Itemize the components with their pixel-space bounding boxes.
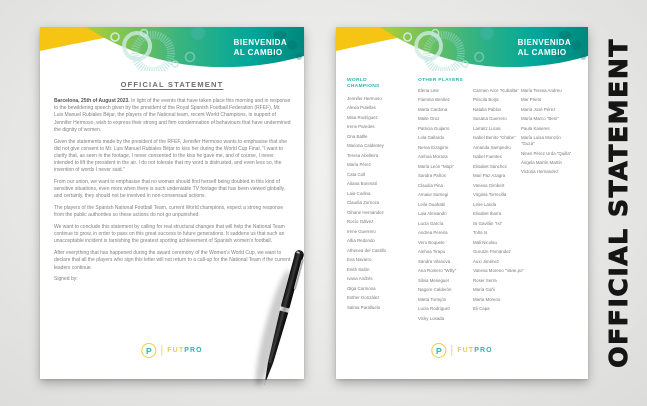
other-players-header: OTHER PLAYERS	[418, 78, 464, 83]
player-name: Auxi Jiménez	[473, 258, 500, 264]
paragraph-3: From our union, we want to emphasise that no woman should find herself being doubted in this kind of sensitive situations, even more when there is such undeniable TV footage that has been viewed globally, and certainly, they should not be involved in non-consensual actions.	[54, 179, 286, 200]
player-name: María León "Mapi"	[418, 163, 455, 169]
player-name: Teresa Abelleira	[347, 152, 379, 158]
player-name: Irene Guerrero	[347, 228, 376, 234]
player-name: Mari Paz Azagra	[473, 173, 506, 179]
bienvenida-badge	[234, 38, 287, 58]
player-name: Ángela Martín Martín	[521, 159, 562, 165]
player-name: Amanda Sampedro	[473, 144, 511, 150]
world-champions-list	[347, 96, 413, 314]
player-name: Vero Boquete	[418, 239, 445, 245]
player-name: Patricia Guijarro	[418, 125, 450, 131]
player-name: Nerea Eizagirre	[418, 144, 449, 150]
player-name: Vanesa Moreno "Vane.po"	[473, 268, 525, 274]
player-name: María Pérez	[347, 162, 371, 168]
player-name: Natalia Pablos	[473, 106, 502, 112]
futpro-logo	[431, 343, 492, 358]
futpro-wordmark: FUTPRO	[457, 347, 493, 354]
player-name: Priscila Borja	[473, 97, 499, 103]
player-name: Paula Kaseres	[521, 125, 550, 131]
player-name: Olga Carmona	[347, 285, 376, 291]
player-name: Salma Paralluelo	[347, 304, 381, 310]
player-name: Sandra Paños	[418, 173, 446, 179]
player-name: Silvia Meseguer	[418, 277, 450, 283]
badge-line2: AL CAMBIO	[517, 48, 567, 57]
other-players-list-2	[473, 88, 525, 316]
futpro-monogram-icon: P	[141, 343, 156, 358]
player-name: Marta Torrejón	[418, 296, 447, 302]
badge-line1: BIENVENIDA	[233, 38, 287, 47]
paragraph-6: After everything that has happened during the award ceremony of the Women's World Cup, we want to declare that all the players who sign this letter will not return to a call-up for the National Team if the current leaders continue.	[54, 250, 291, 271]
player-name: Claudia Zornoza	[347, 200, 380, 206]
player-name: Ana Romero "Willy"	[418, 268, 457, 274]
other-players-list-3	[521, 88, 575, 179]
player-name: Eli Capa	[473, 306, 490, 312]
badge-line2: AL CAMBIO	[233, 48, 283, 57]
player-name: Alexia Putellas	[347, 105, 376, 111]
player-name: Andrea Pereira	[418, 230, 448, 236]
player-name: Susana Guerrero	[473, 116, 507, 122]
page-header-wave	[336, 27, 588, 71]
player-name: Claudia Pina	[418, 182, 443, 188]
player-name: Fiamma Benítez	[418, 97, 450, 103]
bienvenida-badge	[518, 38, 571, 58]
vertical-official-statement-label: OFFICIAL STATEMENT	[604, 38, 633, 368]
player-name: Isi Gavilán "Isi"	[473, 220, 503, 226]
player-name: Nagore Calderón	[418, 287, 452, 293]
dateline: Barcelona, 25th of August 2023.	[54, 98, 130, 104]
signatures-page	[336, 27, 588, 379]
player-name: María José Pérez	[521, 106, 556, 112]
player-name: Athenea del Castillo	[347, 247, 387, 253]
player-name: Victoria Hernandez	[521, 169, 559, 175]
player-name: María Teresa Andreu	[521, 88, 562, 93]
player-name: Mali Nicolau	[473, 239, 497, 245]
player-name: Eva Navarro	[347, 257, 372, 263]
player-name: Leila Ouahabi	[418, 201, 446, 207]
player-name: Amaiur Sarriegi	[418, 192, 449, 198]
player-name: Marta Moreno	[473, 296, 501, 302]
player-name: Ona Batlle	[347, 133, 368, 139]
futpro-logo	[141, 343, 202, 358]
player-name: Jennifer Hermoso	[347, 96, 382, 101]
logo-divider	[161, 345, 162, 356]
player-name: Alba Redondo	[347, 238, 375, 244]
player-name: Cata Coll	[347, 171, 366, 177]
player-name: Lucía García	[418, 220, 444, 226]
player-name: María Luisa Monzón "Guza"	[521, 135, 561, 147]
player-name: Enith Salón	[347, 266, 370, 272]
player-name: Carmen Arce "Kubalita"	[473, 88, 519, 93]
player-name: Gurutze Fernandez	[473, 249, 511, 255]
paragraph-2: Given the statements made by the president of the RFEF, Jennifer Hermoso wants to emphasise that she did not give consent to Mr. Luis Manuel Rubiales Béjar to kiss her during the World Cup Final. "I want to clarify that, as seen in the footage, I never consented to the kiss he gave me, and of course, I never intended to lift the president in the air. I do not tolerate that my word is distrusted, and even less so, the invention of words I never said."	[54, 138, 287, 174]
player-name: Aitana Bonmatí	[347, 181, 378, 187]
player-name: Laia Aleixandri	[418, 211, 447, 217]
futpro-wordmark: FUTPRO	[167, 347, 203, 354]
player-name: Roser Serra	[473, 277, 497, 283]
paragraph-1: Barcelona, 25th of August 2023. In light of the events that have taken place this morning and in response to the bewildering speech given by the president of the Royal Spanish Football Federation (RFEF), Mr. Luis Manuel Rubiales Béjar, the players of the National team, recent World Champions, in support of Jennifer Hermoso, wish to express their strong and firm condemnation of behaviours that have undermined the dignity of women.	[54, 98, 291, 133]
player-name: Lola Gallardo	[418, 135, 445, 141]
logo-divider	[451, 345, 452, 356]
player-name: Isabel Benito "Chabe"	[473, 135, 516, 141]
player-name: Laia Codina	[347, 190, 371, 196]
player-name: Maite Oroz	[418, 116, 440, 122]
player-name: Esther González	[347, 295, 380, 301]
paragraph-4: The players of the Spanish National Football Team, current World champions, expect a strong response from the public authorities so these actions do not go unpunished.	[54, 205, 284, 219]
player-name: Sandra Vilanova	[418, 258, 451, 264]
player-name: Virginia Torrecilla	[473, 192, 507, 198]
player-name: Elixabet Ibarra	[473, 211, 502, 217]
player-name: Toña Is	[473, 230, 488, 236]
player-name: Larraitz Lucas	[473, 125, 501, 131]
world-champions-header: WORLD CHAMPIONS	[347, 78, 380, 90]
page-header-wave	[40, 27, 304, 71]
other-players-list-1	[418, 88, 470, 325]
signed-by-label: Signed by:	[54, 276, 78, 283]
player-name: Irene Paredes	[347, 124, 375, 130]
player-name: Vanesa Gimbert	[473, 182, 505, 188]
player-name: Ainhoa Tirapu	[418, 249, 446, 255]
paragraph-5: We want to conclude this statement by calling for real structural changes that will help the National Team continue to grow, in order to pass on this great success to future generations. It saddens us that such an unacceptable incident is tarnishing the greatest sporting achievement of Spanish women's football.	[54, 224, 285, 245]
player-name: Misa Rodríguez	[347, 114, 378, 120]
player-name: Oihane Hernández	[347, 209, 384, 215]
player-name: María Marco "Beni"	[521, 116, 559, 122]
player-name: Marta Cardona	[418, 106, 448, 112]
futpro-monogram-icon: P	[431, 343, 446, 358]
player-name: Mar Prieto	[521, 97, 542, 103]
pen	[236, 242, 328, 398]
player-name: Vicky Losada	[418, 315, 445, 321]
player-name: Lucía Rodríguez	[418, 306, 451, 312]
player-name: Ainhoa Moraza	[418, 154, 448, 160]
badge-line1: BIENVENIDA	[517, 38, 571, 47]
player-name: Elisabet Sánchez	[473, 163, 507, 169]
player-name: Mariona Caldentey	[347, 143, 384, 149]
player-name: María Goñi	[473, 287, 495, 293]
player-name: Ivana Andrés	[347, 276, 373, 282]
player-name: Isabel Fuentes	[473, 154, 502, 160]
page-title: OFFICIAL STATEMENT	[120, 80, 224, 89]
player-name: Nines Pérez Urda "Quilla"	[521, 150, 572, 156]
player-name: Rocío Gálvez	[347, 219, 374, 225]
player-name: Elena Lete	[418, 88, 439, 93]
player-name: Leire Landa	[473, 201, 497, 207]
